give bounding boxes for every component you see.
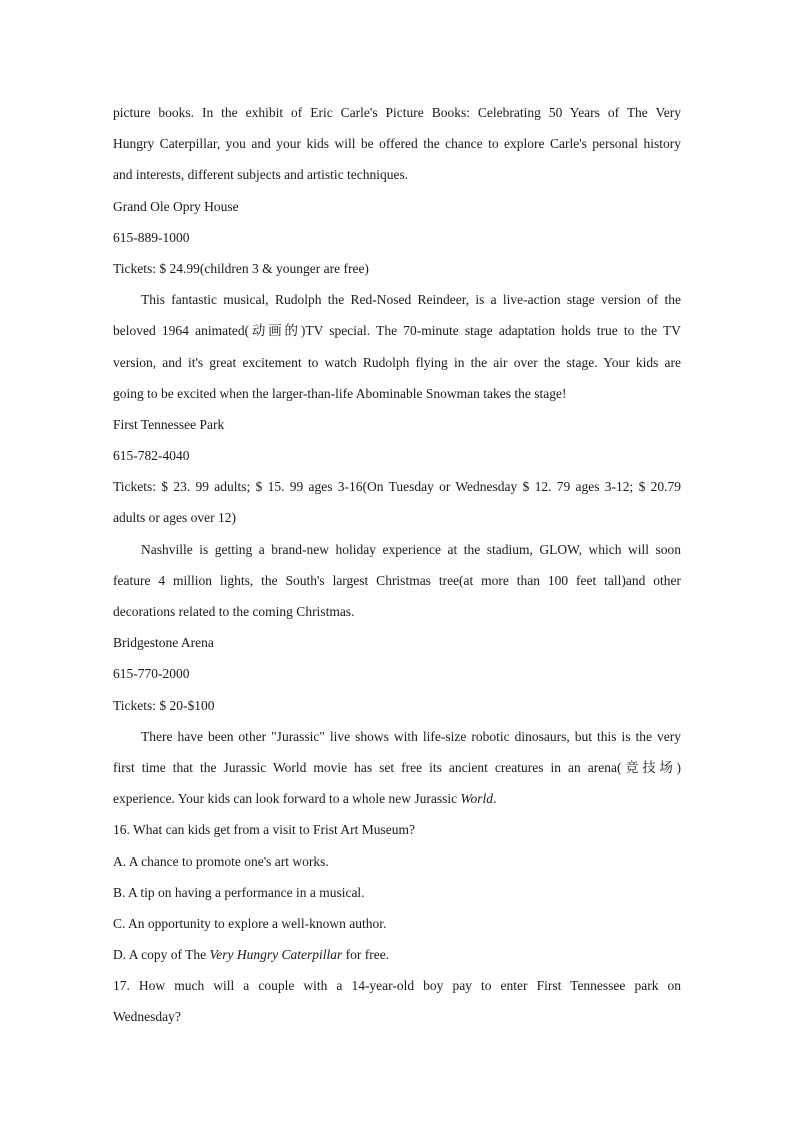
venue-description: This fantastic musical, Rudolph the Red-Nosed Reindeer, is a live-action stage version of the [141,292,681,308]
answer-option: B. A tip on having a performance in a musical. [113,884,365,900]
venue-description: feature 4 million lights, the South's largest Christmas tree(at more than 100 feet tall)and other [113,572,681,588]
question-stem: 16. What can kids get from a visit to Frist Art Museum? [113,822,415,838]
venue-tickets: Tickets: $ 20-$100 [113,697,215,713]
intro-line: Hungry Caterpillar, you and your kids will be offered the chance to explore Carle's personal history [113,136,681,152]
document-page [113,97,681,1033]
italic-title: Very Hungry Caterpillar [209,947,343,963]
venue-description: beloved 1964 animated(动画的)TV special. The 70-minute stage adaptation holds true to the TV [113,323,681,339]
venue-description: decorations related to the coming Christmas. [113,604,355,619]
text-segment: experience. Your kids can look forward to a whole new Jurassic [113,791,461,807]
venue-tickets: Tickets: $ 23. 99 adults; $ 15. 99 ages 3-16(On Tuesday or Wednesday $ 12. 79 ages 3-12; $ 20.79 [113,479,681,495]
answer-option [113,939,681,970]
venue-name: First Tennessee Park [113,416,225,432]
venue-tickets: adults or ages over 12) [113,510,236,526]
text-segment: D. A copy of The [113,947,210,963]
intro-line: and interests, different subjects and artistic techniques. [113,167,409,183]
intro-line: picture books. In the exhibit of Eric Carle's Picture Books: Celebrating 50 Years of The Very [113,105,681,120]
question-stem: Wednesday? [113,1009,181,1025]
venue-description: version, and it's great excitement to watch Rudolph flying in the air over the stage. Your kids are [113,354,681,370]
venue-phone: 615-889-1000 [113,229,190,245]
venue-phone: 615-782-4040 [113,448,190,464]
text-segment: . [493,791,497,807]
venue-name: Grand Ole Opry House [113,198,239,214]
venue-phone: 615-770-2000 [113,666,190,682]
venue-name: Bridgestone Arena [113,635,214,651]
venue-description: going to be excited when the larger-than-life Abominable Snowman takes the stage! [113,385,567,401]
venue-description [113,783,681,814]
answer-option: A. A chance to promote one's art works. [113,853,329,869]
venue-tickets: Tickets: $ 24.99(children 3 & younger are free) [113,260,369,276]
answer-option: C. An opportunity to explore a well-known author. [113,915,387,931]
italic-title: World [460,791,494,807]
text-segment: for free. [342,947,390,963]
venue-description: There have been other "Jurassic" live shows with life-size robotic dinosaurs, but this is the very [141,728,681,744]
question-stem: 17. How much will a couple with a 14-year-old boy pay to enter First Tennessee park on [113,978,681,994]
venue-description: first time that the Jurassic World movie has set free its ancient creatures in an arena(竞技场) [113,759,681,775]
venue-description: Nashville is getting a brand-new holiday experience at the stadium, GLOW, which will soon [141,541,681,557]
